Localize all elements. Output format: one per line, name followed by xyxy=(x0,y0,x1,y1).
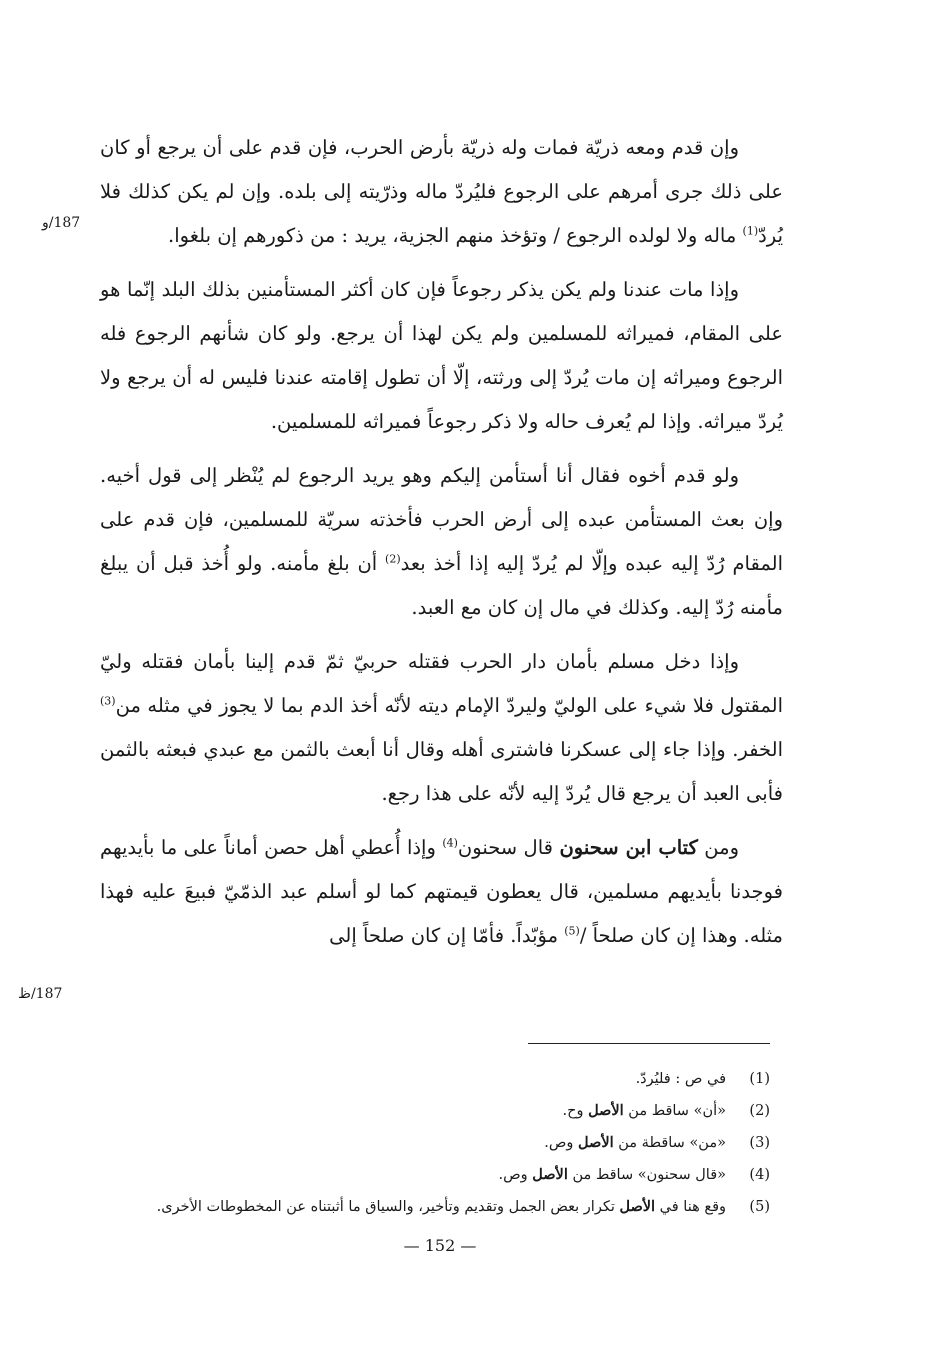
paragraph-4-text: وإذا دخل مسلم بأمان دار الحرب فقتله حربيّ ثمّ قدم إلينا بأمان فقتله وليّ المقتول فلا شيء على الوليّ وليردّ الإمام ديته لأنّه أخذ الدم بما لا يجوز في مثله من xyxy=(100,650,783,717)
footnote-separator xyxy=(528,1043,770,1044)
paragraph-3-text: ولو قدم أخوه فقال أنا أستأمن إليكم وهو يريد الرجوع لم يُنْظر إلى قول أخيه. وإن بعث المستأمن عبده إلى أرض الحرب فأخذته سريّة للمسلمين، فإن قدم على المقام رُدّ إليه عبده وإلّا لم يُردّ إليه إذا أخذ بعد xyxy=(100,464,784,575)
footnote-text xyxy=(100,1095,726,1127)
footnote-text-post: وص. xyxy=(544,1135,579,1151)
footnote-text-bold: الأصل xyxy=(619,1198,656,1215)
footnote-ref-3: (3) xyxy=(100,694,116,708)
book-title: كتاب ابن سحنون xyxy=(559,836,698,859)
footnote-text xyxy=(100,1127,726,1159)
paragraph-3-text-cont: أن بلغ مأمنه. ولو أُخذ قبل أن يبلغ مأمنه رُدّ إليه. وكذلك في مال إن كان مع العبد. xyxy=(100,552,783,619)
paragraph-5 xyxy=(100,826,783,958)
footnote-text-pre: «قال سحنون» ساقط من xyxy=(567,1167,726,1183)
paragraph-2: وإذا مات عندنا ولم يكن يذكر رجوعاً فإن كان أكثر المستأمنين بذلك البلد إنّما هو على المقام، فميراثه للمسلمين ولم يكن لهذا أن يرجع. ولو كان شأنهم الرجوع فله الرجوع وميراثه إن مات يُردّ إلى ورثته، إلّا أن تطول إقامته عندنا فليس له أن يرجع ولا يُردّ ميراثه. وإذا لم يُعرف حاله ولا ذكر رجوعاً فميراثه للمسلمين. xyxy=(100,278,783,433)
footnote-text-post: تكرار بعض الجمل وتقديم وتأخير، والسياق ما أثبتناه عن المخطوطات الأخرى. xyxy=(156,1199,620,1215)
footnote-text: في ص : فليُردّ. xyxy=(635,1071,726,1087)
paragraph-5-text-b: قال سحنون xyxy=(457,836,560,859)
footnote-1 xyxy=(100,1064,770,1095)
footnote-text-bold: الأصل xyxy=(588,1102,624,1119)
footnote-text-bold: الأصل xyxy=(532,1166,568,1183)
paragraph-4 xyxy=(100,640,783,816)
footnote-number: (3) xyxy=(749,1135,770,1151)
footnote-text-pre: وقع هنا في xyxy=(655,1199,726,1215)
footnote-5 xyxy=(100,1191,770,1223)
footnote-number: (2) xyxy=(749,1103,770,1119)
paragraph-1 xyxy=(100,126,783,258)
footnote-3 xyxy=(100,1127,770,1159)
footnote-number: (5) xyxy=(749,1199,770,1215)
page-number: — 152 — xyxy=(403,1236,477,1255)
footnote-text xyxy=(100,1191,726,1223)
footnote-number: (1) xyxy=(749,1071,770,1087)
paragraph-5-text-c: وإذا أُعطي أهل حصن أماناً على ما بأيديهم فوجدنا بأيديهم مسلمين، قال يعطون قيمتهم كما لو أسلم عبد الذمّيّ فبيعَ عليه فهذا مثله. وهذا إن كان صلحاً / xyxy=(100,836,783,947)
footnote-text-post: وص. xyxy=(498,1167,533,1183)
footnote-text-pre: «من» ساقطة من xyxy=(613,1135,726,1151)
footnote-ref-4: (4) xyxy=(442,836,458,850)
main-text xyxy=(100,126,783,968)
paragraph-3 xyxy=(100,454,783,630)
footnotes xyxy=(100,1064,770,1223)
margin-folio-recto: 187/و xyxy=(42,215,81,231)
footnote-2 xyxy=(100,1095,770,1127)
footnote-ref-1: (1) xyxy=(742,224,759,238)
footnote-ref-2: (2) xyxy=(385,552,401,566)
footnote-text-post: وح. xyxy=(562,1103,589,1119)
paragraph-1-text: وإن قدم ومعه ذريّة فمات وله ذريّة بأرض الحرب، فإن قدم على أن يرجع أو كان على ذلك جرى أمرهم على الرجوع فليُردّ ماله وذرّيته إلى بلده. وإن لم يكن كذلك فلا يُردّ xyxy=(100,136,783,247)
footnote-text-bold: الأصل xyxy=(578,1134,614,1151)
paragraph-5-text-d: مؤبّداً. فأمّا إن كان صلحاً إلى xyxy=(329,924,565,947)
paragraph-1-text-cont: ماله ولا لولده الرجوع / وتؤخذ منهم الجزية، يريد : من ذكورهم إن بلغوا. xyxy=(168,224,743,247)
footnote-4 xyxy=(100,1159,770,1191)
footnote-number: (4) xyxy=(749,1167,770,1183)
footnote-text-pre: «أن» ساقط من xyxy=(623,1103,726,1119)
footnote-text xyxy=(100,1159,726,1191)
footnote-ref-5: (5) xyxy=(564,924,580,938)
margin-folio-verso: 187/ظ xyxy=(18,986,63,1002)
paragraph-4-text-cont: الخفر. وإذا جاء إلى عسكرنا فاشترى أهله وقال أنا أبعث بالثمن مع عبدي فبعثه بالثمن فأبى العبد أن يرجع قال يُردّ إليه لأنّه على هذا رجع. xyxy=(100,738,783,805)
paragraph-5-text: ومن xyxy=(697,836,739,859)
